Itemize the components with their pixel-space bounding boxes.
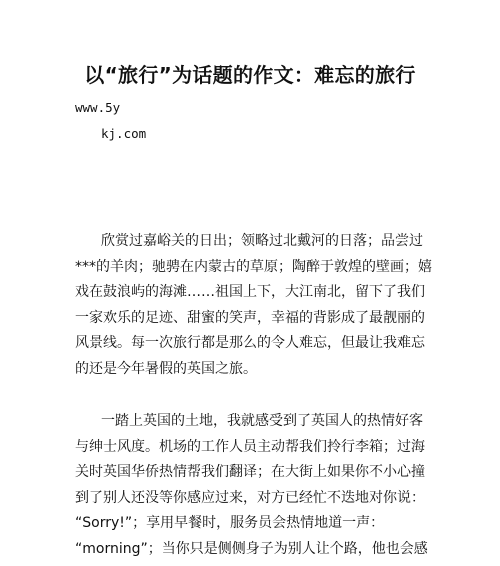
source-url-part-1: www.5y xyxy=(75,100,121,115)
paragraph-2 xyxy=(75,409,437,562)
paragraph-line: 关时英国华侨热情帮我们翻译；在大街上如果你不小心撞 xyxy=(75,464,425,480)
paragraph-line: 欣赏过嘉峪关的日出；领略过北戴河的日落；品尝过 xyxy=(101,233,423,249)
paragraph-line: 与绅士风度。机场的工作人员主动帮我们拎行李箱；过海 xyxy=(75,438,425,455)
paragraph-line: “morning”；当你只是侧侧身子为别人让个路，他也会感 xyxy=(75,540,428,557)
paragraph-1 xyxy=(75,229,437,382)
paragraph-line: 一家欢乐的足迹、甜蜜的笑声，幸福的背影成了最靓丽的 xyxy=(75,309,425,326)
source-url-part-2: kj.com xyxy=(101,126,147,141)
paragraph-line: “Sorry!”；享用早餐时，服务员会热情地道一声： xyxy=(75,515,385,531)
paragraph-line: 一踏上英国的土地，我就感受到了英国人的热情好客 xyxy=(101,413,423,429)
paragraph-line: 风景线。每一次旅行都是那么的令人难忘，但最让我难忘 xyxy=(75,335,425,351)
paragraph-line: ***的羊肉；驰骋在内蒙古的草原；陶醉于敦煌的壁画；嬉 xyxy=(75,258,432,275)
paragraph-line: 戏在鼓浪屿的海滩……祖国上下，大江南北，留下了我们 xyxy=(75,284,425,300)
paragraph-line: 的还是今年暑假的英国之旅。 xyxy=(75,360,257,377)
document-title: 以“旅行”为话题的作文：难忘的旅行 xyxy=(84,63,416,87)
paragraph-line: 到了别人还没等你感应过来，对方已经忙不迭地对你说： xyxy=(75,489,425,506)
